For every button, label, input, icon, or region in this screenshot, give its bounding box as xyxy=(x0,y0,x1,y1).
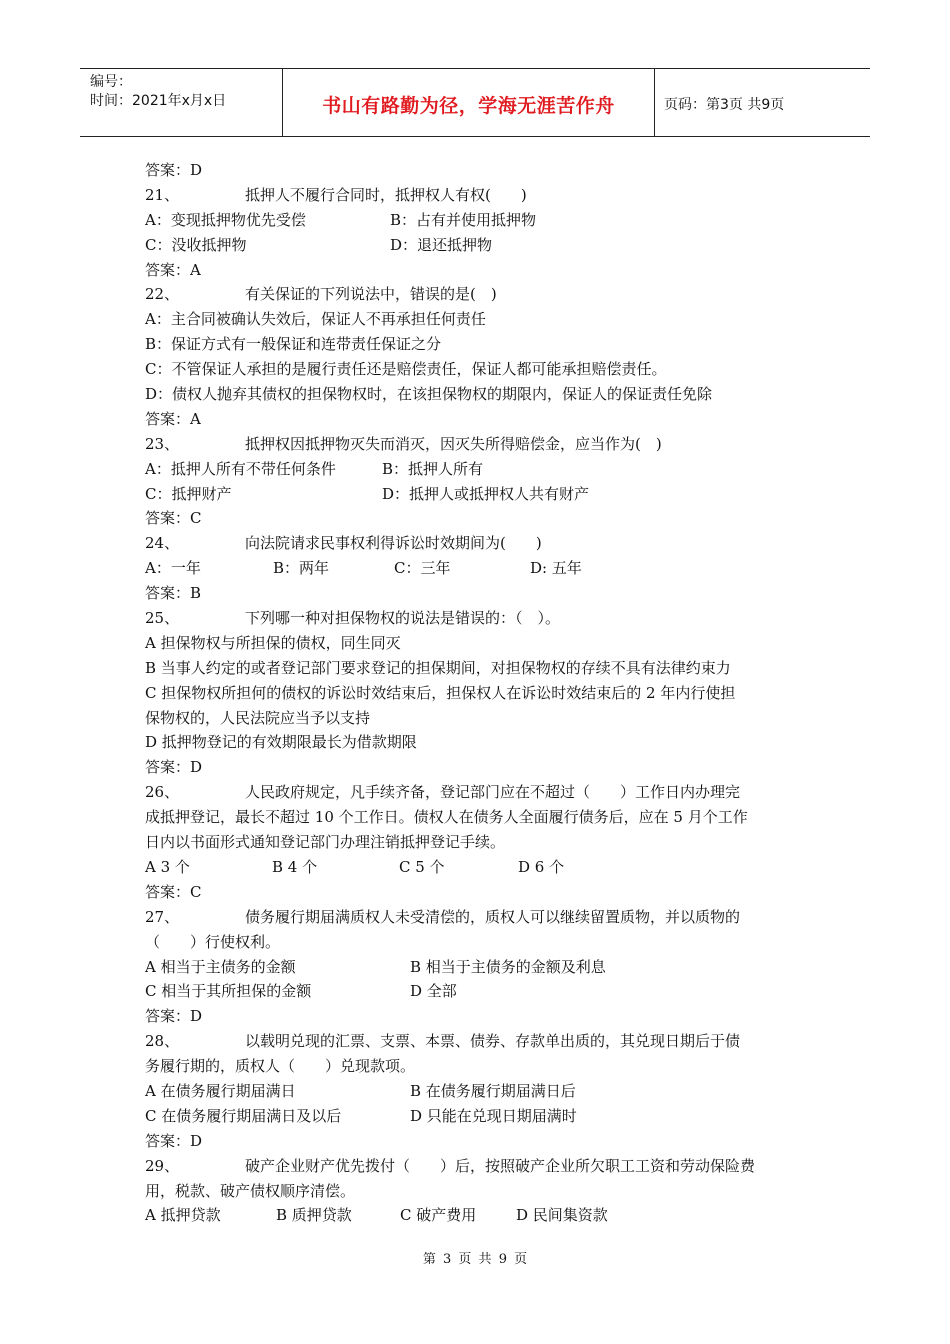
options-row xyxy=(145,208,810,233)
question-22 xyxy=(145,282,810,307)
option-a: A：变现抵押物优先受偿 xyxy=(145,210,306,229)
number-label: 编号： xyxy=(90,74,132,90)
answer-line: 答案：B xyxy=(145,584,202,603)
options-row xyxy=(145,1079,810,1104)
answer-line: 答案：A xyxy=(145,260,201,279)
option-b: B 相当于主债务的金额及利息 xyxy=(410,957,606,976)
option-d: D: 五年 xyxy=(530,559,582,578)
option-d: D 6 个 xyxy=(518,857,565,876)
option-c: C：三年 xyxy=(394,559,451,578)
option-c: C 相当于其所担保的金额 xyxy=(145,982,312,1001)
page-header xyxy=(80,68,870,137)
option-c: C 担保物权所担何的债权的诉讼时效结束后，担保权人在诉讼时效结束后的 2 年内行使担 xyxy=(145,683,736,702)
question-28 xyxy=(145,1029,810,1054)
options-row xyxy=(145,1203,810,1228)
option-b: B：两年 xyxy=(273,559,330,578)
option-a: A：一年 xyxy=(145,559,201,578)
option-b: B 4 个 xyxy=(272,857,318,876)
question-number: 26、 xyxy=(145,783,180,802)
option-d: D 抵押物登记的有效期限最长为借款期限 xyxy=(145,733,417,752)
option-c: C：抵押财产 xyxy=(145,484,232,503)
option-d: D：退还抵押物 xyxy=(390,235,493,254)
option-b: B：占有并使用抵押物 xyxy=(390,210,537,229)
question-text: 有关保证的下列说法中，错误的是( ) xyxy=(245,285,497,304)
question-number: 24、 xyxy=(145,534,180,553)
option-a: A 相当于主债务的金额 xyxy=(145,957,296,976)
header-divider xyxy=(654,69,655,136)
options-row xyxy=(145,457,810,482)
question-number: 21、 xyxy=(145,185,180,204)
option-d: D 只能在兑现日期届满时 xyxy=(410,1106,577,1125)
page-footer: 第 3 页 共 9 页 xyxy=(422,1252,528,1267)
option-b: B 在债务履行期届满日后 xyxy=(410,1081,576,1100)
option-d: D 民间集资款 xyxy=(516,1206,608,1225)
question-24 xyxy=(145,531,810,556)
option-c-cont: 保物权的，人民法院应当予以支持 xyxy=(145,708,371,727)
option-a: A：主合同被确认失效后，保证人不再承担任何责任 xyxy=(145,310,486,329)
options-row xyxy=(145,855,810,880)
options-row xyxy=(145,556,810,581)
option-b: B：抵押人所有 xyxy=(382,459,484,478)
question-text-cont: 成抵押登记，最长不超过 10 个工作日。债权人在债务人全面履行债务后，应在 5 月个工作 xyxy=(145,808,748,827)
header-meta xyxy=(90,73,226,111)
question-text: 以载明兑现的汇票、支票、本票、债券、存款单出质的，其兑现日期后于债 xyxy=(245,1032,741,1051)
question-text-cont: （ ）行使权利。 xyxy=(145,932,281,951)
answer-line: 答案：D xyxy=(145,758,203,777)
question-number: 25、 xyxy=(145,609,180,628)
answer-line: 答案：D xyxy=(145,161,203,179)
question-29 xyxy=(145,1154,810,1179)
option-c: C 5 个 xyxy=(399,857,445,876)
question-text: 抵押权因抵押物灭失而消灭，因灭失所得赔偿金，应当作为( ) xyxy=(245,434,662,453)
answer-line: 答案：C xyxy=(145,509,202,528)
answer-line: 答案：A xyxy=(145,409,201,428)
option-c: C 在债务履行期届满日及以后 xyxy=(145,1106,342,1125)
question-text-cont: 务履行期的，质权人（ ）兑现款项。 xyxy=(145,1057,416,1076)
header-page-info: 页码：第3页 共9页 xyxy=(664,97,785,113)
options-row xyxy=(145,955,810,980)
question-number: 27、 xyxy=(145,907,180,926)
question-text: 债务履行期届满质权人未受清偿的，质权人可以继续留置质物，并以质物的 xyxy=(245,907,741,926)
question-text: 向法院请求民事权利得诉讼时效期间为( ) xyxy=(245,534,542,553)
option-c: C：不管保证人承担的是履行责任还是赔偿责任，保证人都可能承担赔偿责任。 xyxy=(145,360,667,379)
options-row xyxy=(145,979,810,1004)
option-a: A 担保物权与所担保的债权，同生同灭 xyxy=(145,633,401,652)
option-b: B：保证方式有一般保证和连带责任保证之分 xyxy=(145,335,442,354)
option-a: A 3 个 xyxy=(145,857,190,876)
options-row xyxy=(145,233,810,258)
answer-line: 答案：D xyxy=(145,1007,203,1026)
question-list xyxy=(145,158,810,1228)
question-number: 23、 xyxy=(145,434,180,453)
options-row xyxy=(145,1104,810,1129)
option-d: D 全部 xyxy=(410,982,457,1001)
date-label: 时间：2021年x月x日 xyxy=(90,93,227,109)
option-d: D：债权人抛弃其债权的担保物权时，在该担保物权的期限内，保证人的保证责任免除 xyxy=(145,385,713,404)
question-text-cont: 日内以书面形式通知登记部门办理注销抵押登记手续。 xyxy=(145,833,506,852)
question-26 xyxy=(145,780,810,805)
answer-line: 答案：C xyxy=(145,882,202,901)
option-b: B 质押贷款 xyxy=(276,1206,352,1225)
option-a: A 在债务履行期届满日 xyxy=(145,1081,296,1100)
option-d: D：抵押人或抵押权人共有财产 xyxy=(382,484,590,503)
option-b: B 当事人约定的或者登记部门要求登记的担保期间，对担保物权的存续不具有法律约束力 xyxy=(145,658,731,677)
question-27 xyxy=(145,905,810,930)
question-text-cont: 用，税款、破产债权顺序清偿。 xyxy=(145,1181,356,1200)
option-c: C 破产费用 xyxy=(400,1206,477,1225)
question-number: 28、 xyxy=(145,1032,180,1051)
question-text: 下列哪一种对担保物权的说法是错误的：（ ）。 xyxy=(245,609,561,628)
option-a: A 抵押贷款 xyxy=(145,1206,221,1225)
options-row xyxy=(145,482,810,507)
question-23 xyxy=(145,432,810,457)
header-motto: 书山有路勤为径，学海无涯苦作舟 xyxy=(322,95,615,117)
question-number: 29、 xyxy=(145,1156,180,1175)
question-text: 破产企业财产优先拨付（ ）后，按照破产企业所欠职工工资和劳动保险费 xyxy=(245,1156,756,1175)
question-text: 抵押人不履行合同时，抵押权人有权( ) xyxy=(245,185,527,204)
question-21 xyxy=(145,183,810,208)
option-a: A：抵押人所有不带任何条件 xyxy=(145,459,336,478)
question-text: 人民政府规定，凡手续齐备，登记部门应在不超过（ ）工作日内办理完 xyxy=(245,783,741,802)
question-number: 22、 xyxy=(145,285,180,304)
question-25 xyxy=(145,606,810,631)
option-c: C：没收抵押物 xyxy=(145,235,247,254)
answer-line: 答案：D xyxy=(145,1131,203,1150)
